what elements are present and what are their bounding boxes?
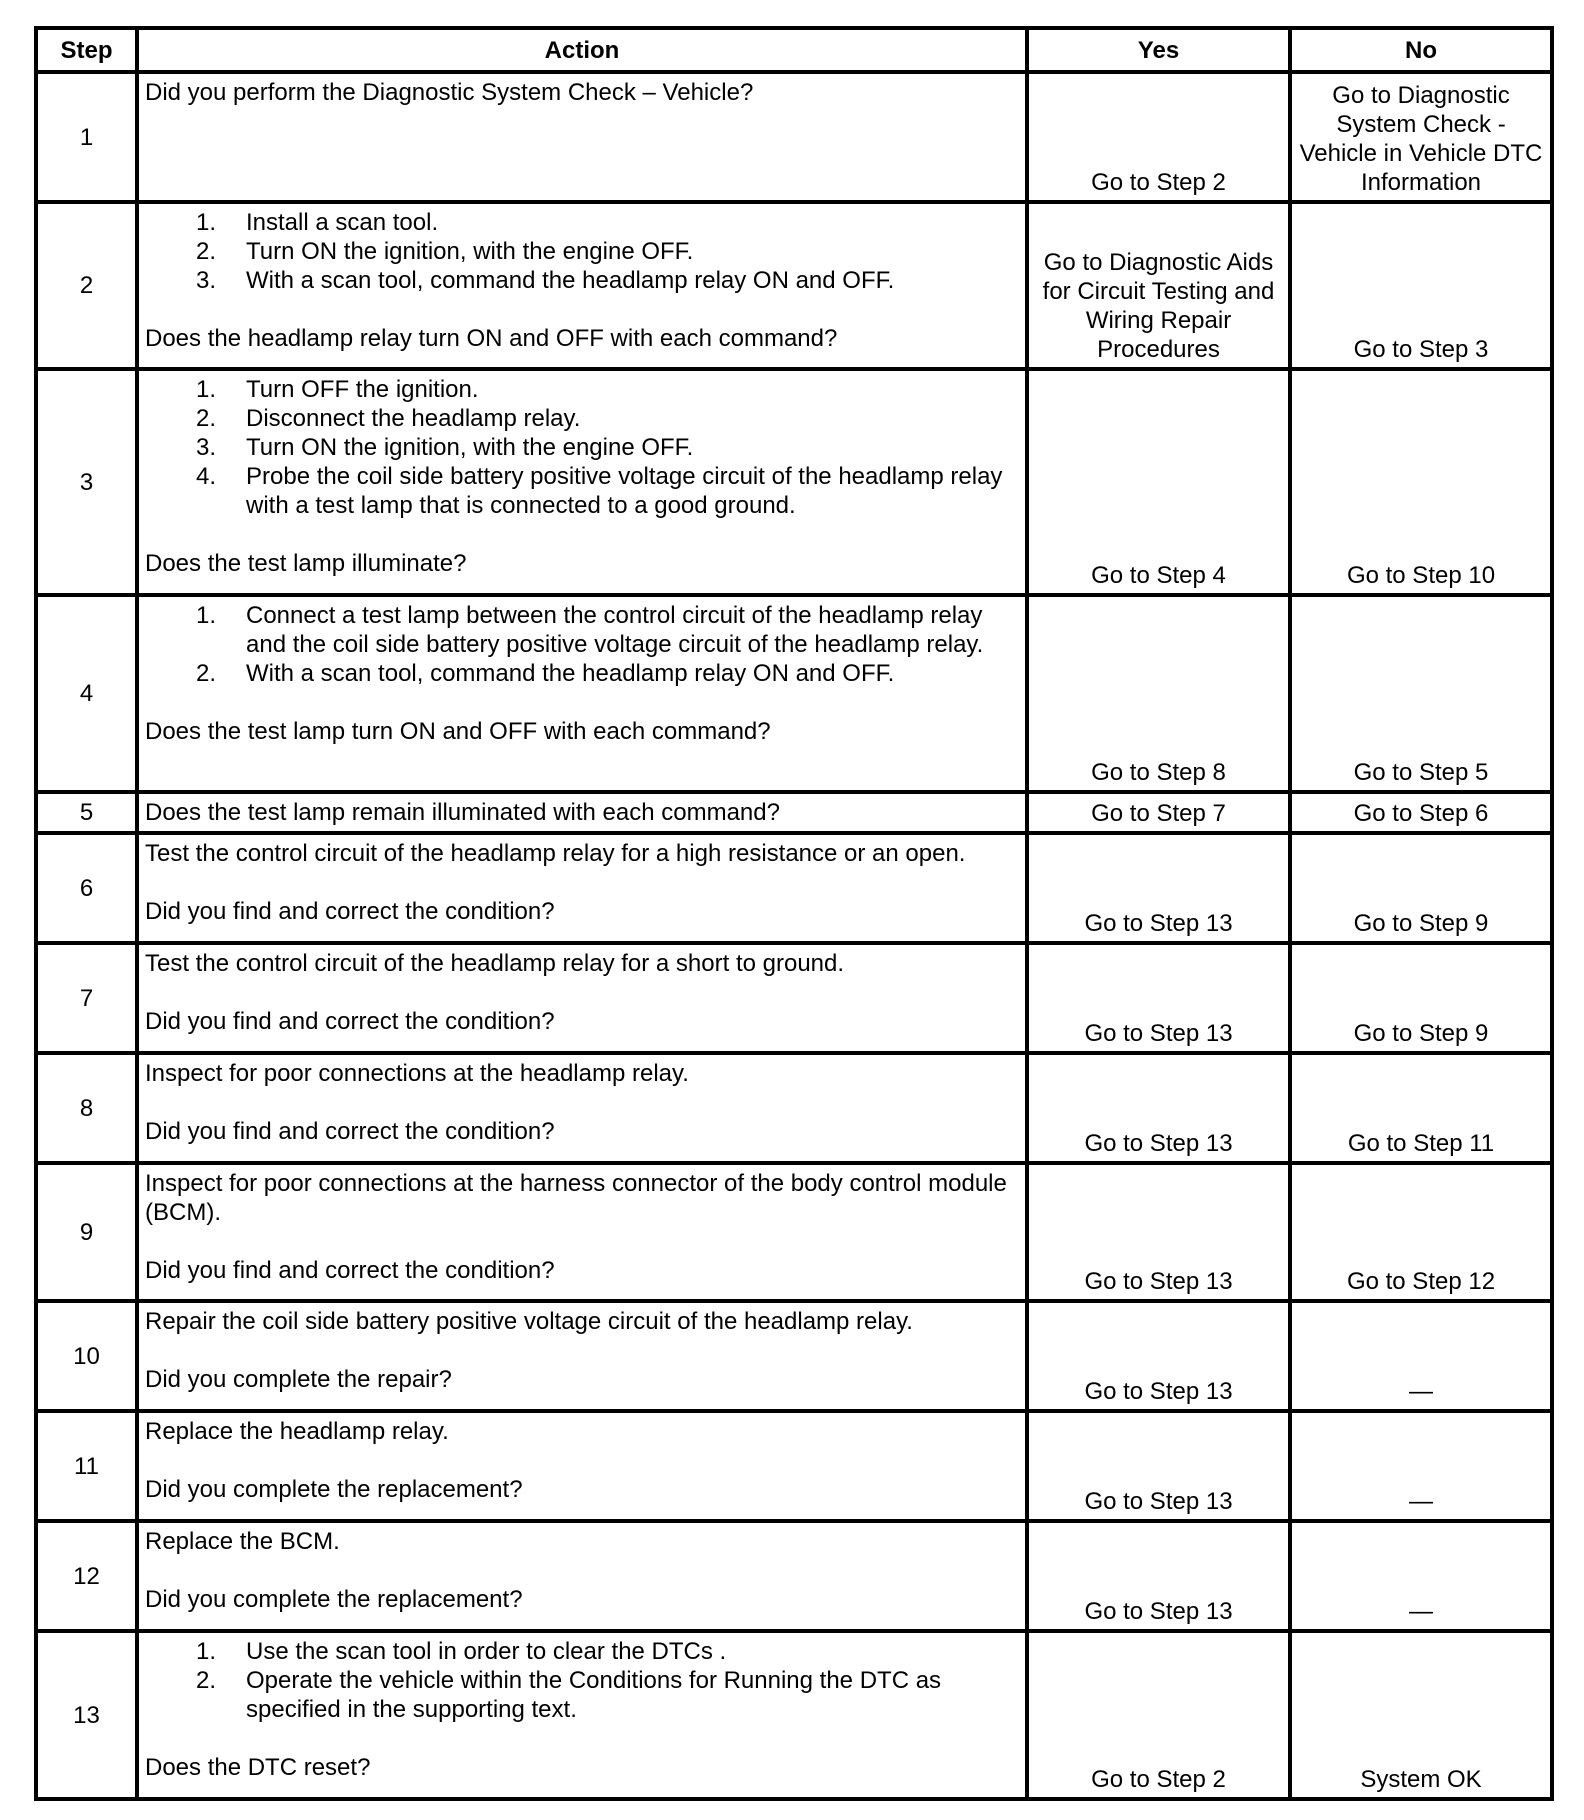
action-question: Did you complete the repair? xyxy=(145,1366,452,1393)
action-intro: Inspect for poor connections at the harness connector of the body control module (BCM). xyxy=(145,1170,1007,1226)
table-row xyxy=(36,202,1552,369)
action-question: Did you find and correct the condition? xyxy=(145,1008,555,1035)
step-number: 3 xyxy=(36,369,137,595)
no-cell: System OK xyxy=(1290,1631,1552,1799)
action-cell xyxy=(137,1411,1027,1521)
table-row xyxy=(36,369,1552,595)
yes-cell: Go to Step 13 xyxy=(1027,1163,1290,1301)
action-step: 1. Turn OFF the ignition. xyxy=(196,376,479,403)
diagnostic-table xyxy=(34,26,1554,1801)
step-number: 1 xyxy=(36,72,137,202)
action-cell xyxy=(137,72,1027,202)
step-number: 10 xyxy=(36,1301,137,1411)
action-step: 2. Operate the vehicle within the Conditions for Running the DTC as specified in the supporting text. xyxy=(196,1667,942,1723)
no-cell: Go to Step 10 xyxy=(1290,369,1552,595)
yes-cell: Go to Step 2 xyxy=(1027,1631,1290,1799)
no-cell: Go to Step 5 xyxy=(1290,595,1552,792)
action-step: 1. Connect a test lamp between the control circuit of the headlamp relay and the coil side battery positive voltage circuit of the headlamp relay. xyxy=(196,602,984,658)
step-number: 4 xyxy=(36,595,137,792)
no-cell: Go to Step 11 xyxy=(1290,1053,1552,1163)
yes-cell: Go to Step 4 xyxy=(1027,369,1290,595)
yes-cell: Go to Step 13 xyxy=(1027,943,1290,1053)
action-question: Does the test lamp illuminate? xyxy=(145,550,467,577)
action-intro: Test the control circuit of the headlamp relay for a short to ground. xyxy=(145,950,845,977)
yes-cell: Go to Step 13 xyxy=(1027,1521,1290,1631)
table-row xyxy=(36,72,1552,202)
action-question: Does the test lamp remain illuminated with each command? xyxy=(145,799,780,826)
action-step: 1. Install a scan tool. xyxy=(196,209,439,236)
action-step: 3. Turn ON the ignition, with the engine OFF. xyxy=(196,434,694,461)
action-intro: Repair the coil side battery positive voltage circuit of the headlamp relay. xyxy=(145,1308,913,1335)
action-steps xyxy=(145,375,1021,520)
action-question: Did you find and correct the condition? xyxy=(145,898,555,925)
action-step: 1. Use the scan tool in order to clear the DTCs . xyxy=(196,1638,727,1665)
yes-cell: Go to Step 13 xyxy=(1027,1411,1290,1521)
action-intro: Replace the headlamp relay. xyxy=(145,1418,449,1445)
action-step: 2. Disconnect the headlamp relay. xyxy=(196,405,581,432)
header-action: Action xyxy=(137,28,1027,72)
action-question: Did you find and correct the condition? xyxy=(145,1118,555,1145)
action-cell xyxy=(137,792,1027,833)
table-row xyxy=(36,1521,1552,1631)
no-cell: Go to Step 6 xyxy=(1290,792,1552,833)
action-step: 4. Probe the coil side battery positive voltage circuit of the headlamp relay with a test lamp that is connected to a good ground. xyxy=(196,463,1003,519)
yes-cell: Go to Diagnostic Aids for Circuit Testing and Wiring Repair Procedures xyxy=(1027,202,1290,369)
action-intro: Replace the BCM. xyxy=(145,1528,340,1555)
table-row xyxy=(36,595,1552,792)
table-row xyxy=(36,1301,1552,1411)
no-cell: Go to Step 12 xyxy=(1290,1163,1552,1301)
table-row xyxy=(36,1163,1552,1301)
action-steps xyxy=(145,1637,1021,1724)
action-question: Does the headlamp relay turn ON and OFF with each command? xyxy=(145,325,838,352)
table-row xyxy=(36,1411,1552,1521)
yes-cell: Go to Step 13 xyxy=(1027,833,1290,943)
yes-cell: Go to Step 7 xyxy=(1027,792,1290,833)
action-step: 3. With a scan tool, command the headlamp relay ON and OFF. xyxy=(196,267,895,294)
step-number: 13 xyxy=(36,1631,137,1799)
table-row xyxy=(36,1631,1552,1799)
no-cell: — xyxy=(1290,1521,1552,1631)
step-number: 12 xyxy=(36,1521,137,1631)
no-cell: Go to Diagnostic System Check - Vehicle in Vehicle DTC Information xyxy=(1290,72,1552,202)
action-cell xyxy=(137,1631,1027,1799)
no-cell: — xyxy=(1290,1301,1552,1411)
action-cell xyxy=(137,943,1027,1053)
action-intro: Did you perform the Diagnostic System Check – Vehicle? xyxy=(145,79,754,106)
action-intro: Test the control circuit of the headlamp relay for a high resistance or an open. xyxy=(145,840,966,867)
step-number: 7 xyxy=(36,943,137,1053)
header-yes: Yes xyxy=(1027,28,1290,72)
step-number: 2 xyxy=(36,202,137,369)
no-cell: Go to Step 9 xyxy=(1290,943,1552,1053)
yes-cell: Go to Step 13 xyxy=(1027,1301,1290,1411)
yes-cell: Go to Step 2 xyxy=(1027,72,1290,202)
action-cell xyxy=(137,369,1027,595)
no-cell: Go to Step 3 xyxy=(1290,202,1552,369)
action-question: Does the test lamp turn ON and OFF with each command? xyxy=(145,718,771,745)
action-steps xyxy=(145,601,1021,688)
action-step: 2. With a scan tool, command the headlamp relay ON and OFF. xyxy=(196,660,895,687)
action-cell xyxy=(137,1521,1027,1631)
action-question: Did you find and correct the condition? xyxy=(145,1257,555,1284)
action-question: Did you complete the replacement? xyxy=(145,1586,523,1613)
table-row xyxy=(36,792,1552,833)
action-cell xyxy=(137,1301,1027,1411)
no-cell: — xyxy=(1290,1411,1552,1521)
step-number: 8 xyxy=(36,1053,137,1163)
no-cell: Go to Step 9 xyxy=(1290,833,1552,943)
step-number: 5 xyxy=(36,792,137,833)
action-cell xyxy=(137,833,1027,943)
action-intro: Inspect for poor connections at the headlamp relay. xyxy=(145,1060,689,1087)
action-cell xyxy=(137,595,1027,792)
action-step: 2. Turn ON the ignition, with the engine OFF. xyxy=(196,238,694,265)
action-question: Did you complete the replacement? xyxy=(145,1476,523,1503)
step-number: 6 xyxy=(36,833,137,943)
action-cell xyxy=(137,1163,1027,1301)
header-no: No xyxy=(1290,28,1552,72)
step-number: 9 xyxy=(36,1163,137,1301)
yes-cell: Go to Step 13 xyxy=(1027,1053,1290,1163)
action-question: Does the DTC reset? xyxy=(145,1754,371,1781)
table-row xyxy=(36,1053,1552,1163)
header-step: Step xyxy=(36,28,137,72)
action-cell xyxy=(137,1053,1027,1163)
header-row xyxy=(36,28,1552,72)
table-row xyxy=(36,943,1552,1053)
action-cell xyxy=(137,202,1027,369)
step-number: 11 xyxy=(36,1411,137,1521)
action-steps xyxy=(145,208,1021,295)
yes-cell: Go to Step 8 xyxy=(1027,595,1290,792)
table-row xyxy=(36,833,1552,943)
